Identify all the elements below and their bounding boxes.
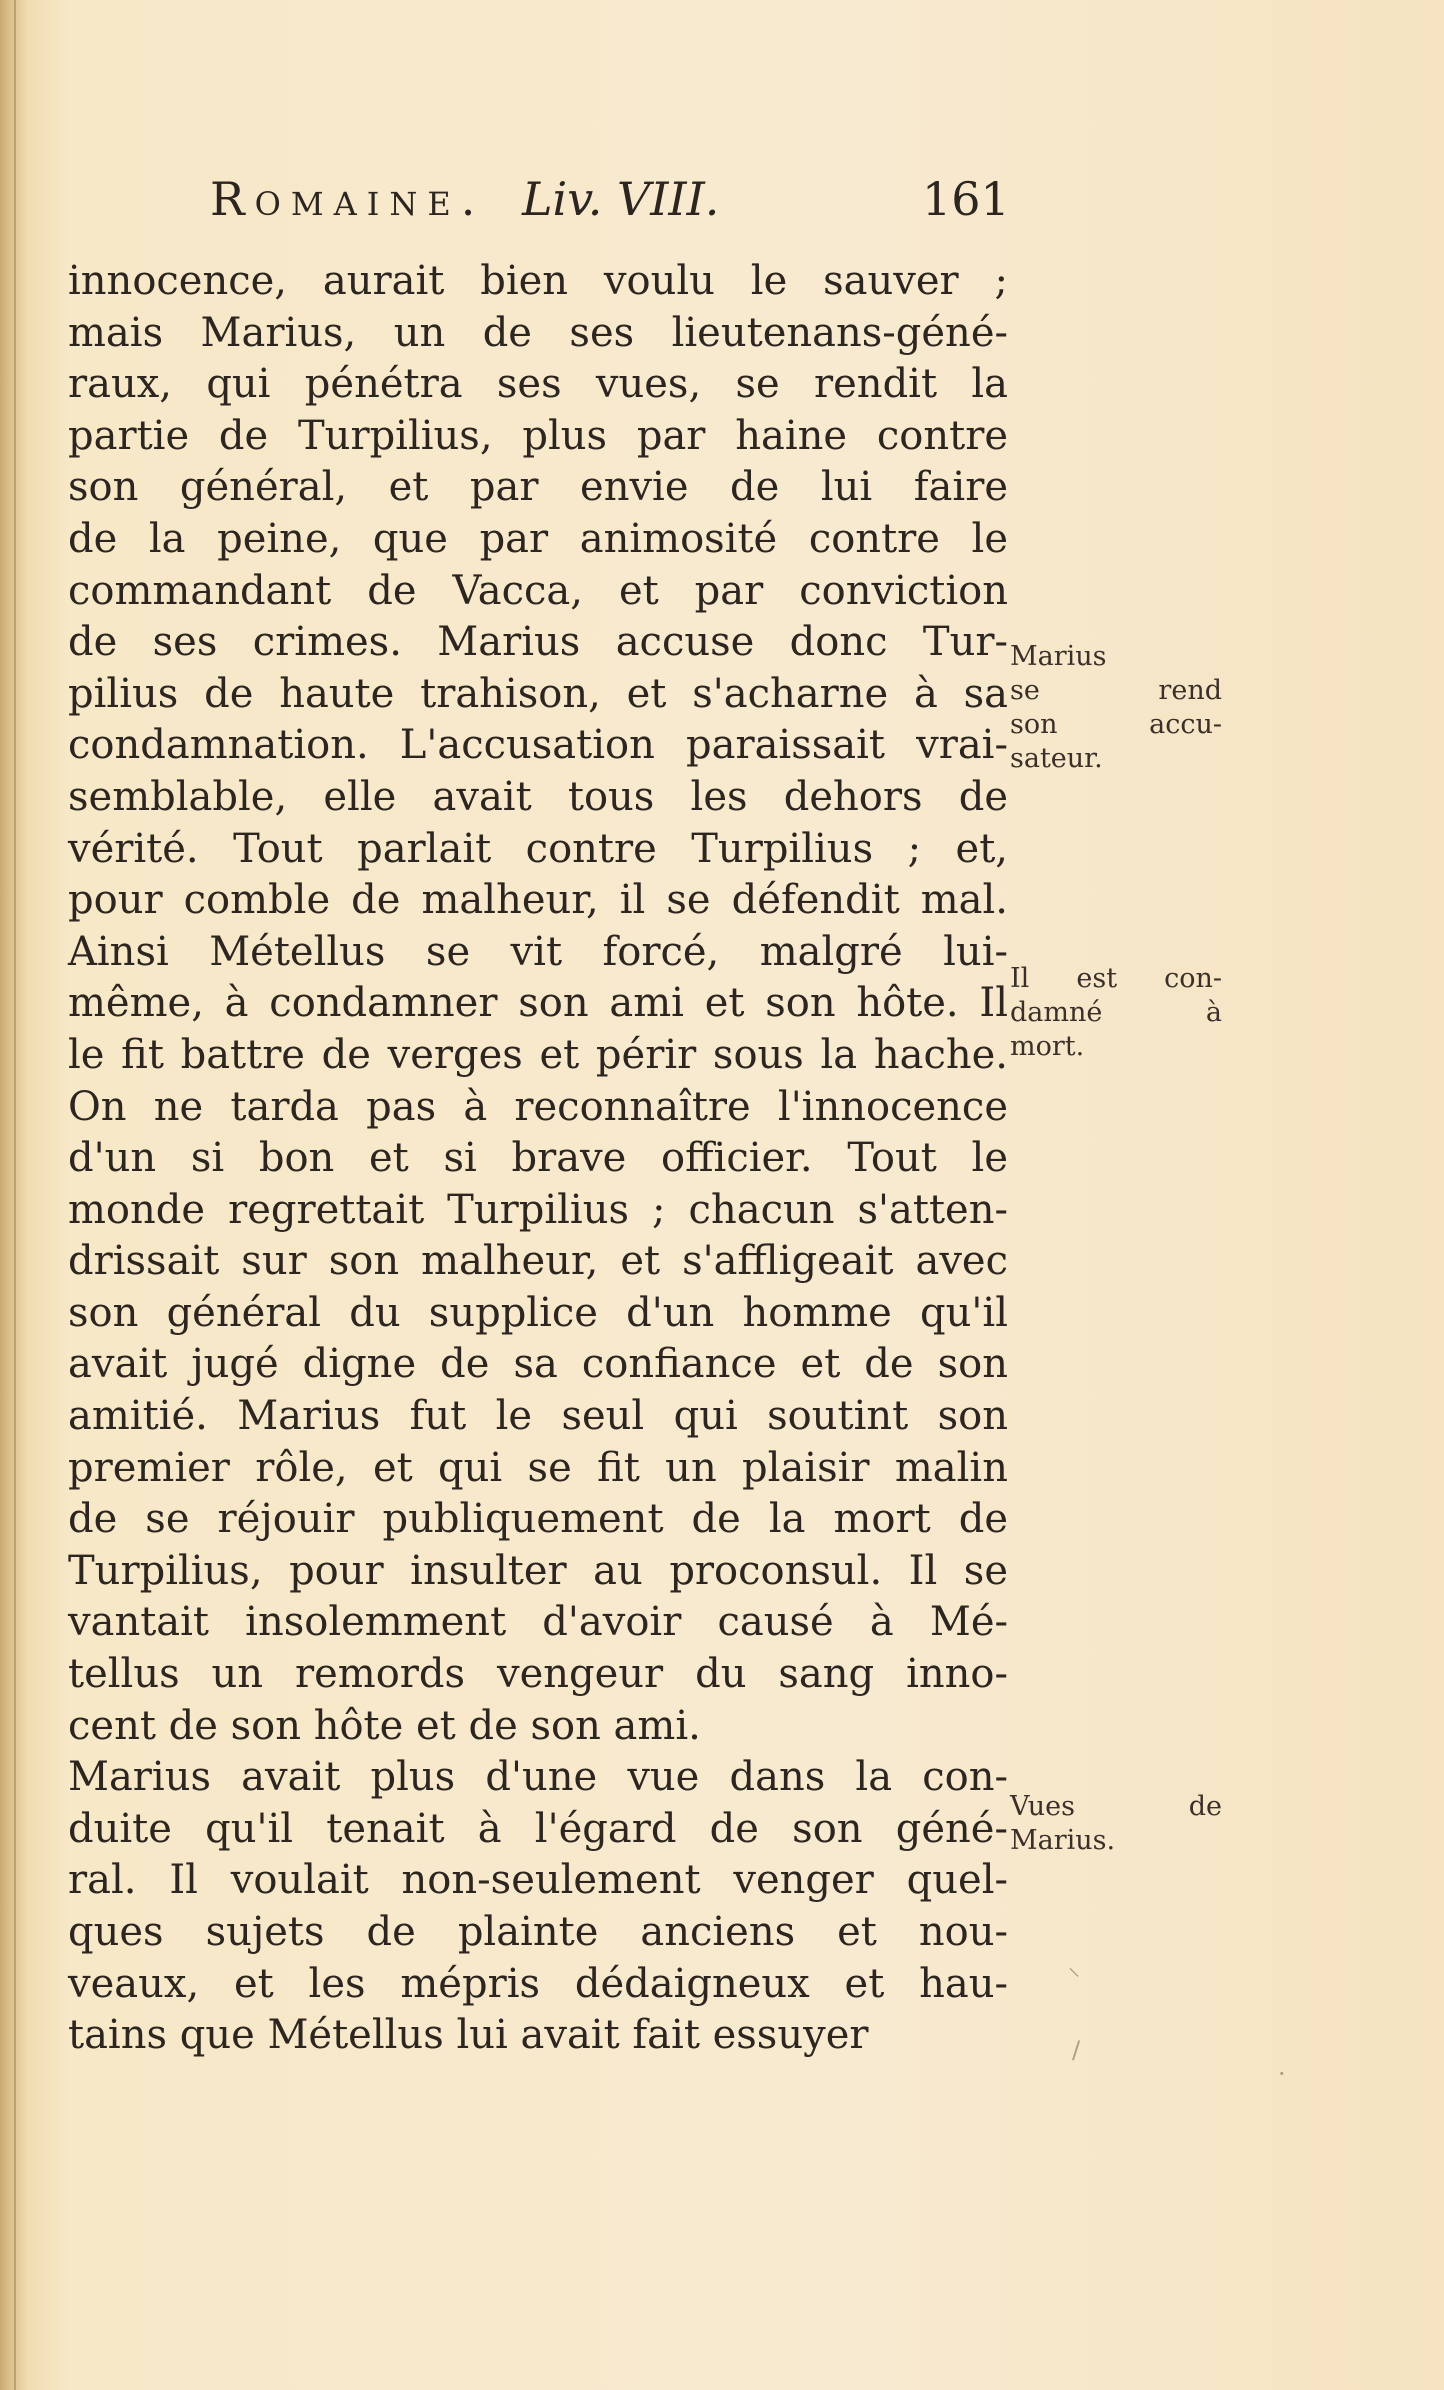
text-line: cent de son hôte et de son ami. bbox=[68, 1702, 701, 1749]
margin-note-line: sateur. bbox=[1010, 743, 1103, 774]
margin-note bbox=[1010, 1790, 1222, 1858]
text-line: ques sujets de plainte anciens et nou- bbox=[68, 1909, 1008, 1955]
text-line: vérité. Tout parlait contre Turpilius ; et, bbox=[68, 825, 1008, 872]
running-head-book: Liv. VIII. bbox=[522, 172, 720, 226]
ink-speck: · bbox=[1278, 2060, 1286, 2088]
text-line: premier rôle, et qui se fit un plaisir malin bbox=[68, 1444, 1008, 1491]
text-line: de ses crimes. Marius accuse donc Tur- bbox=[68, 619, 1008, 666]
body-text bbox=[68, 256, 1008, 2062]
text-line: ral. Il voulait non-seulement venger quel- bbox=[68, 1857, 1008, 1904]
text-line: tains que Métellus lui avait fait essuyer bbox=[68, 2012, 869, 2059]
text-line: innocence, aurait bien voulu le sauver ; bbox=[68, 258, 1008, 304]
text-line: Ainsi Métellus se vit forcé, malgré lui- bbox=[68, 928, 1008, 975]
text-line: de se réjouir publiquement de la mort de bbox=[68, 1496, 1008, 1543]
margin-note bbox=[1010, 640, 1222, 776]
text-line: de la peine, que par animosité contre le bbox=[68, 515, 1008, 562]
text-line: condamnation. L'accusation paraissait vrai- bbox=[68, 722, 1008, 769]
text-line: avait jugé digne de sa confiance et de son bbox=[68, 1341, 1008, 1388]
text-line: tellus un remords vengeur du sang inno- bbox=[68, 1651, 1008, 1698]
margin-note-line: son accu- bbox=[1010, 709, 1222, 740]
text-line: Turpilius, pour insulter au proconsul. Il se bbox=[68, 1547, 1008, 1594]
text-line: partie de Turpilius, plus par haine contre bbox=[68, 412, 1008, 459]
binding-edge-line bbox=[14, 0, 16, 2390]
text-line: le fit battre de verges et périr sous la hache. bbox=[68, 1031, 1008, 1078]
running-head bbox=[210, 172, 1010, 236]
margin-note bbox=[1010, 962, 1222, 1064]
text-line: pour comble de malheur, il se défendit mal. bbox=[68, 877, 1008, 924]
text-line: mais Marius, un de ses lieutenans-géné- bbox=[68, 309, 1008, 356]
text-line: d'un si bon et si brave officier. Tout le bbox=[68, 1135, 1008, 1182]
ink-speck: ⸌ bbox=[1068, 1963, 1080, 1991]
margin-note-line: se rend bbox=[1010, 675, 1222, 706]
ink-speck: ∕ bbox=[1072, 2036, 1081, 2064]
text-line: vantait insolemment d'avoir causé à Mé- bbox=[68, 1599, 1008, 1646]
margin-note-line: Vues de bbox=[1010, 1791, 1222, 1822]
margin-note-line: mort. bbox=[1010, 1031, 1085, 1062]
margin-note-line: Marius. bbox=[1010, 1825, 1116, 1856]
text-line: On ne tarda pas à reconnaître l'innocence bbox=[68, 1083, 1008, 1130]
text-line: son général du supplice d'un homme qu'il bbox=[68, 1289, 1008, 1336]
page-number: 161 bbox=[922, 172, 1010, 226]
text-line: amitié. Marius fut le seul qui soutint son bbox=[68, 1393, 1008, 1440]
text-line: semblable, elle avait tous les dehors de bbox=[68, 773, 1008, 820]
text-line: même, à condamner son ami et son hôte. Il bbox=[68, 980, 1008, 1027]
text-line: son général, et par envie de lui faire bbox=[68, 464, 1008, 511]
text-line: commandant de Vacca, et par conviction bbox=[68, 567, 1008, 614]
text-line: pilius de haute trahison, et s'acharne à sa bbox=[68, 670, 1008, 717]
margin-note-line: Il est con- bbox=[1010, 963, 1222, 994]
text-line: Marius avait plus d'une vue dans la con- bbox=[68, 1754, 1008, 1801]
text-line: veaux, et les mépris dédaigneux et hau- bbox=[68, 1960, 1008, 2007]
text-line: raux, qui pénétra ses vues, se rendit la bbox=[68, 361, 1008, 408]
text-line: monde regrettait Turpilius ; chacun s'atten- bbox=[68, 1186, 1008, 1233]
running-head-title: Romaine. bbox=[210, 172, 486, 226]
margin-note-line: damné à bbox=[1010, 997, 1222, 1028]
text-line: drissait sur son malheur, et s'affligeait avec bbox=[68, 1238, 1008, 1285]
text-line: duite qu'il tenait à l'égard de son géné- bbox=[68, 1805, 1008, 1852]
margin-note-line: Marius bbox=[1010, 641, 1107, 672]
